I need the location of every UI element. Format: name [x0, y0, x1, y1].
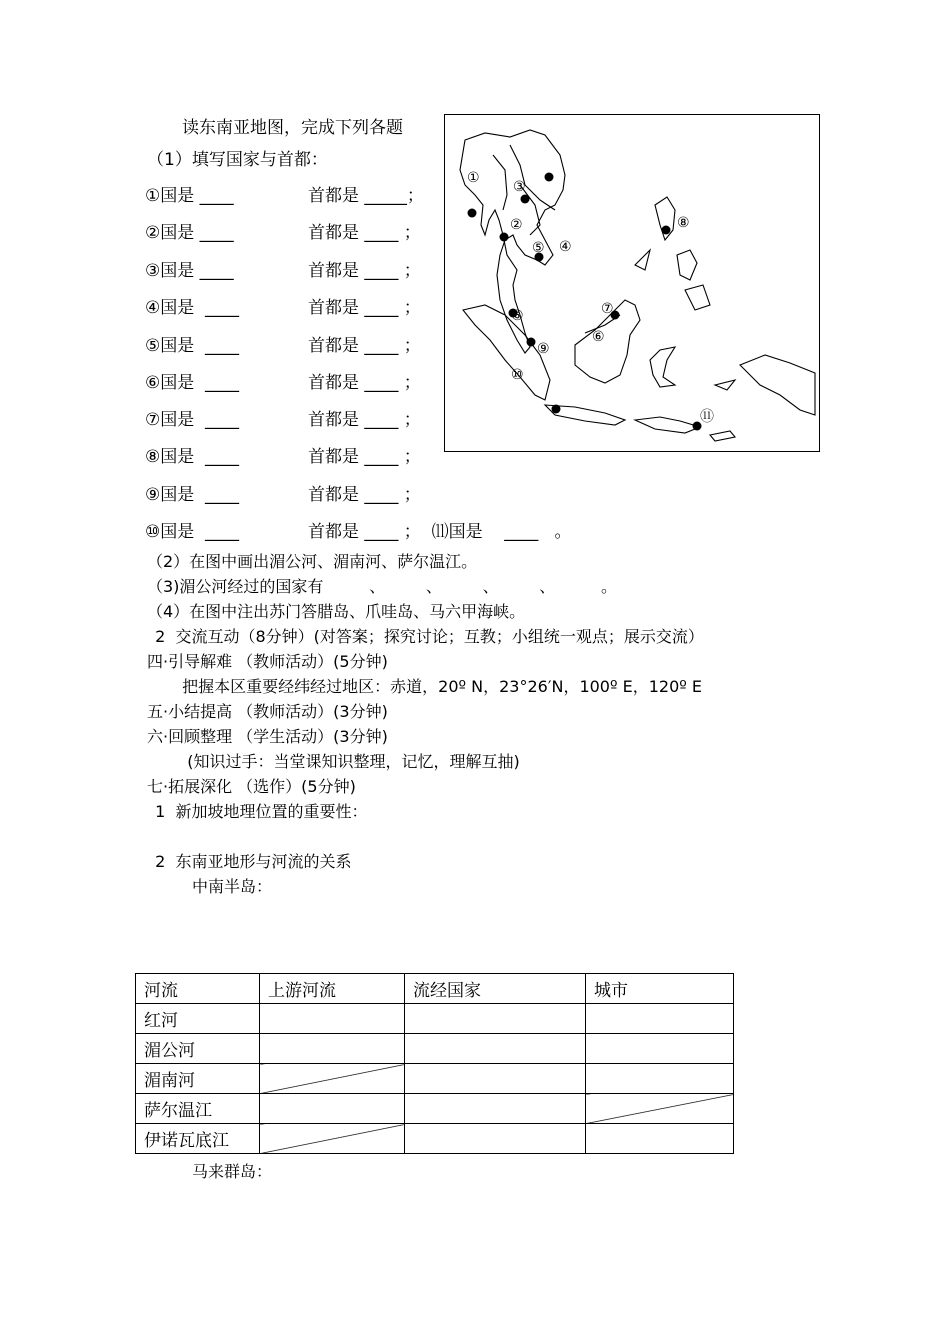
map-label-9: ⑨ — [537, 341, 550, 357]
map-label-3: ③ — [513, 179, 526, 195]
map-label-6: ⑥ — [511, 308, 524, 324]
slashed-cell — [586, 1094, 734, 1124]
new-guinea-outline — [740, 355, 815, 415]
blank-cell — [260, 1094, 405, 1124]
country-blank: ①国是 ____ — [145, 186, 234, 206]
table-header-cell: 上游河流 — [260, 974, 405, 1004]
table-row — [136, 1064, 734, 1094]
worksheet-line: 四·引导解难 （教师活动）(5分钟) — [147, 652, 388, 671]
worksheet-line: 1 新加坡地理位置的重要性： — [150, 802, 368, 821]
country-blank: ⑥国是 ____ — [145, 373, 240, 393]
table-row — [136, 1094, 734, 1124]
blank-cell — [405, 1094, 586, 1124]
worksheet-line: 把握本区重要经纬经过地区：赤道，20º N，23°26′N，100º E，120º E — [172, 677, 702, 696]
worksheet-line: （2）在图中画出湄公河、湄南河、萨尔温江。 — [147, 552, 478, 571]
worksheet-line: 七·拓展深化 （选作）(5分钟) — [147, 777, 356, 796]
capital-blank: 首都是 ____ ； — [308, 447, 421, 467]
capital-blank: 首都是 ____ ； — [308, 373, 421, 393]
question-2-line: 2 东南亚地形与河流的关系 — [150, 852, 352, 871]
southeast-asia-map — [444, 114, 820, 452]
worksheet-line: (知识过手：当堂课知识整理，记忆，理解互抽) — [172, 752, 520, 771]
map-label-10: ⑩ — [511, 367, 524, 383]
intro-text: 读东南亚地图，完成下列各题 — [182, 118, 403, 138]
map-labels — [467, 170, 714, 425]
worksheet-line: （4）在图中注出苏门答腊岛、爪哇岛、马六甲海峡。 — [147, 602, 526, 621]
capital-blank: 首都是 ____ ； — [308, 261, 421, 281]
map-label-6b: ⑥ — [592, 329, 605, 345]
country-blank: ③国是 ____ — [145, 261, 234, 281]
worksheet-line: 五·小结提高 （教师活动）(3分钟) — [147, 702, 388, 721]
table-header-cell: 河流 — [136, 974, 260, 1004]
table-header-cell: 流经国家 — [405, 974, 586, 1004]
table-header-cell: 城市 — [586, 974, 734, 1004]
question-1-title: （1）填写国家与首都： — [147, 150, 328, 170]
river-name-cell: 萨尔温江 — [136, 1094, 260, 1124]
map-label-4: ④ — [559, 239, 572, 255]
country-blank: ⑧国是 ____ — [145, 447, 240, 467]
blank-cell — [586, 1124, 734, 1154]
row10-country: ⑩国是 ____ — [145, 522, 240, 542]
blank-cell — [405, 1124, 586, 1154]
country-blank: ⑨国是 ____ — [145, 485, 240, 505]
slashed-cell — [260, 1124, 405, 1154]
philippines-outline — [635, 197, 710, 310]
map-label-11: ⑪ — [700, 409, 714, 425]
blank-cell — [405, 1034, 586, 1064]
blank-cell — [260, 1034, 405, 1064]
worksheet-line: 2 交流互动（8分钟）(对答案；探究讨论；互教；小组统一观点；展示交流） — [150, 627, 704, 646]
blank-cell — [586, 1064, 734, 1094]
sulawesi-outline — [650, 347, 675, 387]
table-row — [136, 1034, 734, 1064]
river-name-cell: 湄南河 — [136, 1064, 260, 1094]
capital-blank: 首都是 ____ ； — [308, 410, 421, 430]
river-name-cell: 伊诺瓦底江 — [136, 1124, 260, 1154]
slashed-cell — [260, 1064, 405, 1094]
country-blank: ②国是 ____ — [145, 223, 234, 243]
malay-label: 马来群岛： — [192, 1162, 273, 1181]
blank-cell — [586, 1004, 734, 1034]
country-blank: ⑦国是 ____ — [145, 410, 240, 430]
blank-cell — [260, 1004, 405, 1034]
blank-cell — [586, 1034, 734, 1064]
map-label-1: ① — [467, 170, 480, 186]
map-label-7: ⑦ — [601, 301, 614, 317]
row10-capital: 首都是 ____ ； ⑾国是 ____ 。 — [308, 522, 572, 542]
worksheet-line: 六·回顾整理 （学生活动）(3分钟) — [147, 727, 388, 746]
capital-blank: 首都是 ____ ； — [308, 223, 421, 243]
table-row — [136, 1004, 734, 1034]
map-label-5: ⑤ — [532, 240, 545, 256]
capital-blank: 首都是 ____ ； — [308, 485, 421, 505]
river-table — [135, 973, 734, 1154]
table-row — [136, 1124, 734, 1154]
capital-blank: 首都是 ____ ； — [308, 298, 421, 318]
worksheet-line: （3)湄公河经过的国家有 、 、 、 、 。 — [147, 577, 618, 596]
capital-dots — [468, 173, 702, 431]
country-blank: ⑤国是 ____ — [145, 336, 240, 356]
map-label-2: ② — [510, 217, 523, 233]
map-label-8: ⑧ — [677, 215, 690, 231]
indochina-label: 中南半岛： — [192, 877, 273, 896]
blank-cell — [405, 1064, 586, 1094]
map-svg — [445, 115, 819, 451]
blank-cell — [405, 1004, 586, 1034]
country-blank: ④国是 ____ — [145, 298, 240, 318]
capital-blank: 首都是 ____ ； — [308, 336, 421, 356]
river-name-cell: 红河 — [136, 1004, 260, 1034]
river-name-cell: 湄公河 — [136, 1034, 260, 1064]
capital-blank: 首都是 _____； — [308, 186, 424, 206]
